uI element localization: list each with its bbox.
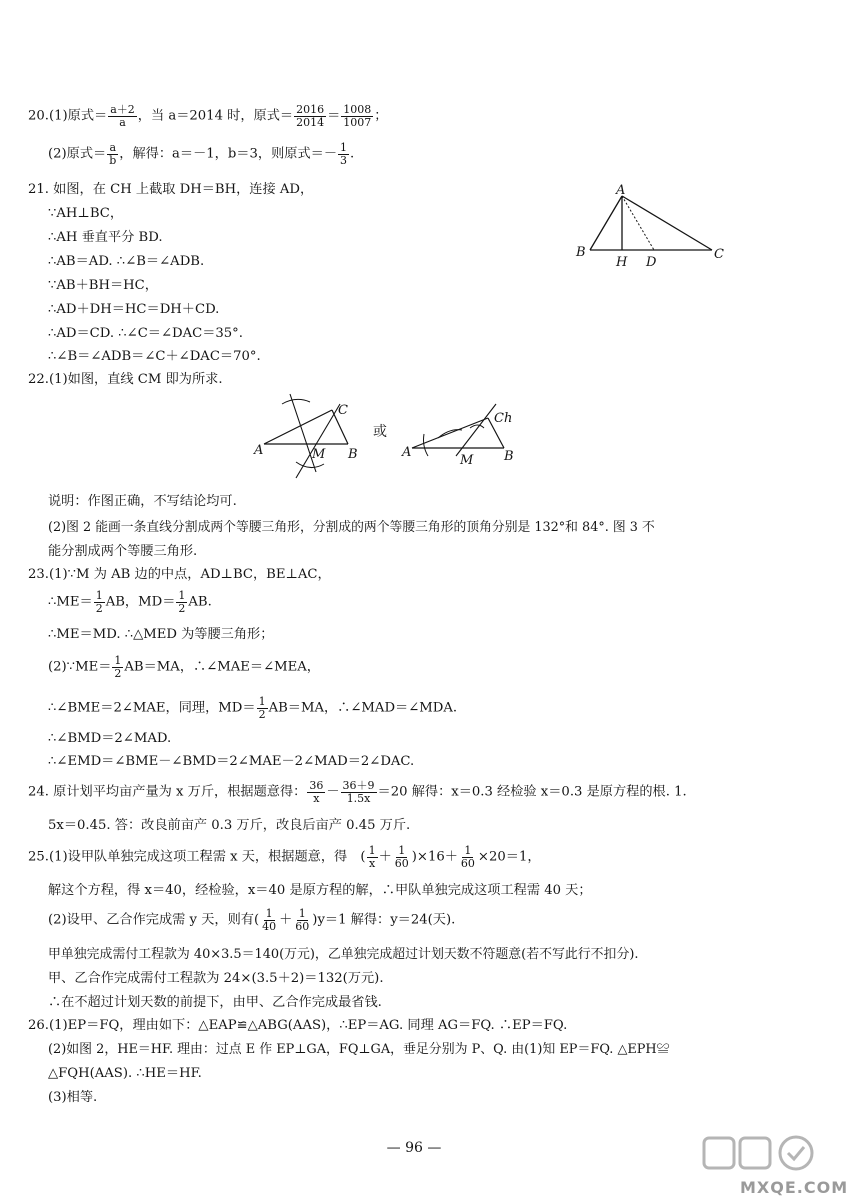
label-m: M	[312, 447, 326, 462]
label-c: C	[338, 403, 348, 418]
construction-figure-1	[250, 392, 370, 484]
fraction: $\frac{1008}{1007}$	[343, 103, 372, 129]
q26-line4: (3)相等.	[48, 1090, 98, 1105]
q23-line4: (2)∵ME＝ $\frac{1}{2}$ AB＝MA，∴∠MAE＝∠MEA，	[48, 654, 320, 680]
q26-line2: (2)如图 2，HE＝HF. 理由：过点 E 作 EP⊥GA，FQ⊥GA，垂足分别为 P、Q. 由(1)知 EP＝FQ. △EPH≌	[48, 1042, 670, 1057]
q25-line4: 甲单独完成需付工程款为 40×3.5＝140(万元)，乙单独完成超过计划天数不符题意(若不写此行不扣分).	[48, 947, 639, 962]
fraction: $\frac{1}{2}$	[178, 589, 186, 615]
q25-line6: ∴在不超过计划天数的前提下，由甲、乙合作完成最省钱.	[48, 995, 382, 1010]
q21-line8: ∴∠B＝∠ADB＝∠C＋∠DAC＝70°.	[48, 349, 261, 364]
q21-line4: ∴AB＝AD. ∴∠B＝∠ADB.	[48, 254, 205, 269]
q21-line7: ∴AD＝CD. ∴∠C＝∠DAC＝35°.	[48, 326, 243, 341]
construction-figure-2	[398, 398, 528, 470]
q23-line6: ∴∠BMD＝2∠MAD.	[48, 731, 172, 746]
q22-note: 说明：作图正确，不写结论均可.	[48, 494, 237, 509]
q21-line1: 21. 如图，在 CH 上截取 DH＝BH，连接 AD，	[28, 182, 314, 197]
q21-line6: ∴AD＋DH＝HC＝DH＋CD.	[48, 302, 220, 317]
fraction: $\frac{a}{b}$	[109, 141, 117, 167]
q25-line3: (2)设甲、乙合作完成需 y 天，则有( $\frac{1}{40}$ ＋ $\frac{1}{60}$ )y＝1 解得：y＝24(天).	[48, 907, 456, 933]
fraction: $\frac{2016}{2014}$	[296, 103, 325, 129]
label-a: A	[402, 445, 412, 460]
label-b: B	[504, 449, 514, 464]
label-c: Ch	[494, 411, 513, 426]
label-b: B	[348, 447, 358, 462]
q21-line3: ∴AH 垂直平分 BD.	[48, 230, 163, 245]
q26-line1: 26.(1)EP＝FQ，理由如下：△EAP≌△ABG(AAS)，∴EP＝AG. 同理 AG＝FQ. ∴EP＝FQ.	[28, 1018, 568, 1033]
label-c: C	[714, 247, 724, 262]
fraction: $\frac{1}{60}$	[295, 907, 310, 933]
q23-line5: ∴∠BME＝2∠MAE，同理，MD＝ $\frac{1}{2}$ AB＝MA，∴∠MAD＝∠MDA.	[48, 695, 458, 721]
q25-line5: 甲、乙合作完成需付工程款为 24×(3.5＋2)＝132(万元).	[48, 971, 384, 986]
q24-line2: 5x＝0.45. 答：改良前亩产 0.3 万斤，改良后亩产 0.45 万斤.	[48, 818, 411, 833]
fraction: $\frac{1}{60}$	[460, 844, 475, 870]
q23-line7: ∴∠EMD＝∠BME－∠BMD＝2∠MAE－2∠MAD＝2∠DAC.	[48, 754, 415, 769]
label-a: A	[254, 443, 264, 458]
fraction: $\frac{1}{2}$	[258, 695, 266, 721]
fraction: $\frac{1}{2}$	[95, 589, 103, 615]
q22-line2a: (2)图 2 能画一条直线分割成两个等腰三角形，分割成的两个等腰三角形的顶角分别是 132°和 84°. 图 3 不	[48, 520, 655, 535]
fraction: $\frac{1}{2}$	[114, 654, 122, 680]
page-number: — 96 —	[386, 1140, 442, 1156]
q21-line2: ∵AH⊥BC，	[48, 206, 124, 221]
q21-line5: ∵AB＋BH＝HC，	[48, 278, 158, 293]
q22-line1: 22.(1)如图，直线 CM 即为所求.	[28, 372, 223, 387]
q22-line2b: 能分割成两个等腰三角形.	[48, 544, 198, 559]
or-label: 或	[373, 424, 387, 440]
fraction: $\frac{36+9}{1.5x}$	[342, 779, 375, 805]
label-m: M	[460, 453, 474, 468]
label-a: A	[616, 183, 626, 198]
fraction: $\frac{a+2}{a}$	[110, 103, 135, 129]
label-d: D	[646, 255, 657, 270]
watermark-text: MXQE.COM	[740, 1178, 848, 1197]
label-h: H	[616, 255, 628, 270]
q25-line2: 解这个方程，得 x＝40，经检验，x＝40 是原方程的解，∴甲队单独完成这项工程需 40 天；	[48, 883, 592, 898]
q26-line3: △FQH(AAS). ∴HE＝HF.	[48, 1066, 202, 1081]
q20-line1: 20.(1)原式＝ $\frac{a+2}{a}$ ，当 a＝2014 时，原式＝ $\frac{2016}{2014}$ ＝ $\frac{1008}{1007}$ ；	[28, 103, 388, 129]
q23-line2: ∴ME＝ $\frac{1}{2}$ AB，MD＝ $\frac{1}{2}$ AB.	[48, 589, 212, 615]
q20-line2: (2)原式＝ $\frac{a}{b}$ ，解得：a＝－1，b＝3，则原式＝－ $\frac{1}{3}$ .	[48, 141, 355, 167]
fraction: $\frac{1}{40}$	[262, 907, 277, 933]
fraction: $\frac{1}{3}$	[340, 141, 348, 167]
fraction: $\frac{1}{x}$	[368, 844, 376, 870]
triangle-figure-q21	[570, 180, 740, 270]
q25-line1: 25.(1)设甲队单独完成这项工程需 x 天，根据题意，得 ( $\frac{1}{x}$ ＋ $\frac{1}{60}$ )×16＋ $\frac{1}{60}$ ×20＝1，	[28, 844, 541, 870]
q24-line1: 24. 原计划平均亩产量为 x 万斤，根据题意得： $\frac{36}{x}$ － $\frac{36+9}{1.5x}$ ＝20 解得：x＝0.3 经检验 x＝0.3 是原方程的根. 1.	[28, 779, 687, 805]
fraction: $\frac{36}{x}$	[309, 779, 324, 805]
q23-line3: ∴ME＝MD. ∴△MED 为等腰三角形；	[48, 627, 274, 642]
fraction: $\frac{1}{60}$	[394, 844, 409, 870]
q23-line1: 23.(1)∵M 为 AB 边的中点，AD⊥BC，BE⊥AC，	[28, 567, 331, 582]
label-b: B	[576, 245, 586, 260]
